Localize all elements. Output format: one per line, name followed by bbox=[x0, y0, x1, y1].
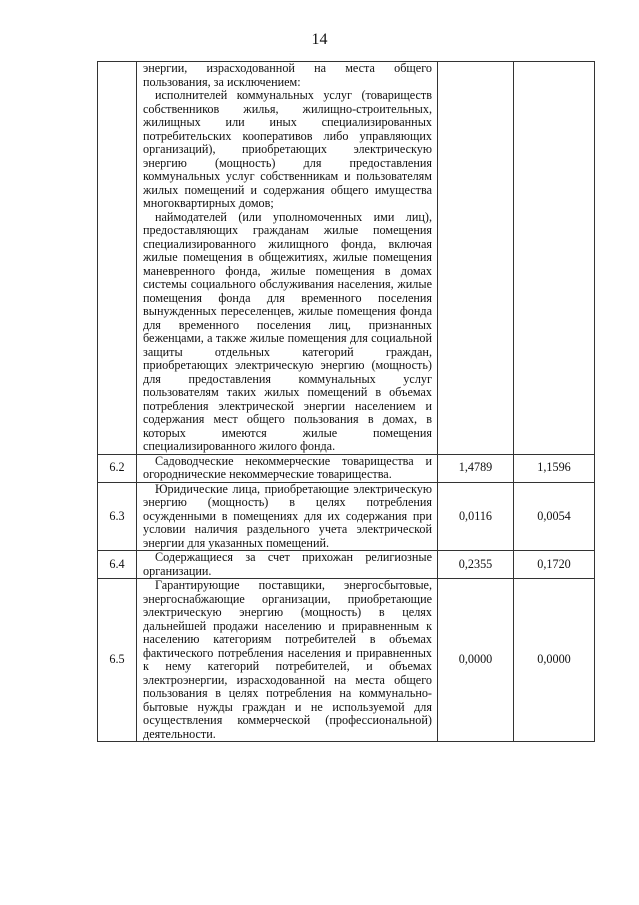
table-row bbox=[98, 551, 595, 579]
row-number: 6.5 bbox=[98, 579, 137, 742]
table-row bbox=[98, 62, 595, 455]
description-cell bbox=[137, 62, 438, 455]
value-cell bbox=[514, 62, 595, 455]
continuation-paragraph: исполнителей коммунальных услуг (товариществ собственников жилья, жилищно-строительных, жилищных или иных специализированных потребительских кооперативов либо управляющих организаций), приобретающих электрическую энергию (мощность) для предоставления коммунальных услуг собственникам и пользователям жилых помещений и содержания общего имущества многоквартирных домов; bbox=[143, 88, 432, 210]
row-number-cell bbox=[98, 62, 137, 455]
description-cell bbox=[137, 482, 438, 551]
continuation-line: энергии, израсходованной на места общего пользования, за исключением: bbox=[143, 61, 432, 89]
value-first: 0,0000 bbox=[438, 579, 514, 742]
value-first: 0,2355 bbox=[438, 551, 514, 579]
value-second: 0,0000 bbox=[514, 579, 595, 742]
value-first: 1,4789 bbox=[438, 454, 514, 482]
row-description: Юридические лица, приобретающие электрическую энергию (мощность) в целях потребления осужденными в помещениях для их содержания при условии наличия раздельного учета электрической энергии для указанных помещений. bbox=[143, 481, 432, 550]
table-row bbox=[98, 579, 595, 742]
value-second: 0,0054 bbox=[514, 482, 595, 551]
row-number: 6.4 bbox=[98, 551, 137, 579]
table-row bbox=[98, 482, 595, 551]
row-description: Садоводческие некоммерческие товарищества и огороднические некоммерческие товарищества. bbox=[143, 453, 432, 481]
row-description: Гарантирующие поставщики, энергосбытовые, энергоснабжающие организации, приобретающие электрическую энергию (мощность) в целях дальнейшей продажи населению и приравненным к населению категориям потребителей в объемах фактического потребления населения и приравненных к нему категорий потребителей, и объемах электроэнергии, израсходованной на места общего пользования в целях потребления на коммунально-бытовые нужды граждан и не используемой для осуществления коммерческой (профессиональной) деятельности. bbox=[143, 578, 432, 741]
description-cell bbox=[137, 551, 438, 579]
tariff-table bbox=[97, 61, 595, 742]
description-cell bbox=[137, 454, 438, 482]
row-number: 6.3 bbox=[98, 482, 137, 551]
row-number: 6.2 bbox=[98, 454, 137, 482]
value-cell bbox=[438, 62, 514, 455]
description-cell bbox=[137, 579, 438, 742]
table-row bbox=[98, 454, 595, 482]
continuation-paragraph: наймодателей (или уполномоченных ими лиц), предоставляющих гражданам жилые помещения специализированного жилищного фонда, включая жилые помещения в общежитиях, жилые помещения маневренного фонда, жилые помещения в домах системы социального обслуживания населения, жилые помещения фонда для временного поселения вынужденных переселенцев, жилые помещения фонда для временного поселения лиц, признанных беженцами, а также жилые помещения для социальной защиты отдельных категорий граждан, приобретающих электрическую энергию (мощность) для предоставления коммунальных услуг пользователям таких жилых помещений в объемах потребления электрической энергии населением и содержания мест общего пользования в домах, в которых имеются жилые помещения специализированного жилого фонда. bbox=[143, 209, 432, 453]
value-first: 0,0116 bbox=[438, 482, 514, 551]
value-second: 1,1596 bbox=[514, 454, 595, 482]
row-description: Содержащиеся за счет прихожан религиозные организации. bbox=[143, 550, 432, 578]
page-number: 14 bbox=[311, 31, 328, 48]
value-second: 0,1720 bbox=[514, 551, 595, 579]
